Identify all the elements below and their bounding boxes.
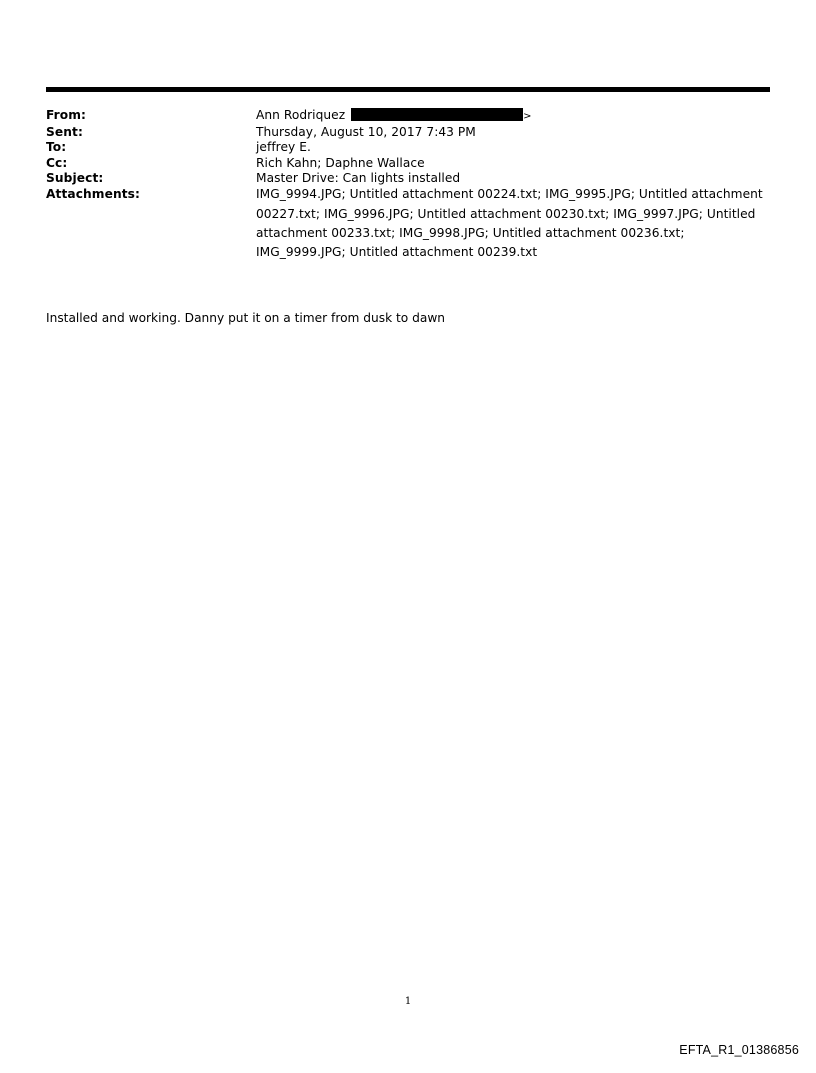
bates-number: EFTA_R1_01386856 bbox=[679, 1043, 799, 1057]
header-divider bbox=[46, 87, 770, 92]
from-label: From: bbox=[46, 108, 87, 122]
from-value-container bbox=[256, 108, 770, 125]
cc-label: Cc: bbox=[46, 155, 68, 170]
from-redaction-tail: > bbox=[523, 111, 532, 122]
subject-label: Subject: bbox=[46, 171, 104, 186]
from-value: Ann Rodriquez bbox=[256, 108, 346, 122]
subject-value: Master Drive: Can lights installed bbox=[256, 171, 461, 186]
cc-value: Rich Kahn; Daphne Wallace bbox=[256, 155, 425, 170]
email-body: Installed and working. Danny put it on a timer from dusk to dawn bbox=[46, 311, 446, 325]
from-row bbox=[46, 108, 770, 125]
cc-row bbox=[46, 156, 770, 172]
attachments-label: Attachments: bbox=[46, 186, 141, 201]
sent-value: Thursday, August 10, 2017 7:43 PM bbox=[256, 124, 476, 139]
redaction-block bbox=[351, 108, 523, 121]
page-number: 1 bbox=[404, 996, 412, 1007]
to-label: To: bbox=[46, 140, 67, 155]
sent-row bbox=[46, 125, 770, 141]
attachments-value: IMG_9994.JPG; Untitled attachment 00224.txt; IMG_9995.JPG; Untitled attachment 00227.txt; IMG_9996.JPG; Untitled attachment 00230.txt; IMG_9997.JPG; Untitled attachment 00233.txt; IMG_9998.JPG; Untitled attachment 00236.txt; IMG_9999.JPG; Untitled attachment 00239.txt bbox=[256, 187, 763, 259]
attachments-row bbox=[46, 187, 770, 262]
sent-label: Sent: bbox=[46, 124, 83, 139]
to-row bbox=[46, 140, 770, 156]
to-value: jeffrey E. bbox=[256, 140, 311, 155]
email-header bbox=[46, 108, 770, 262]
